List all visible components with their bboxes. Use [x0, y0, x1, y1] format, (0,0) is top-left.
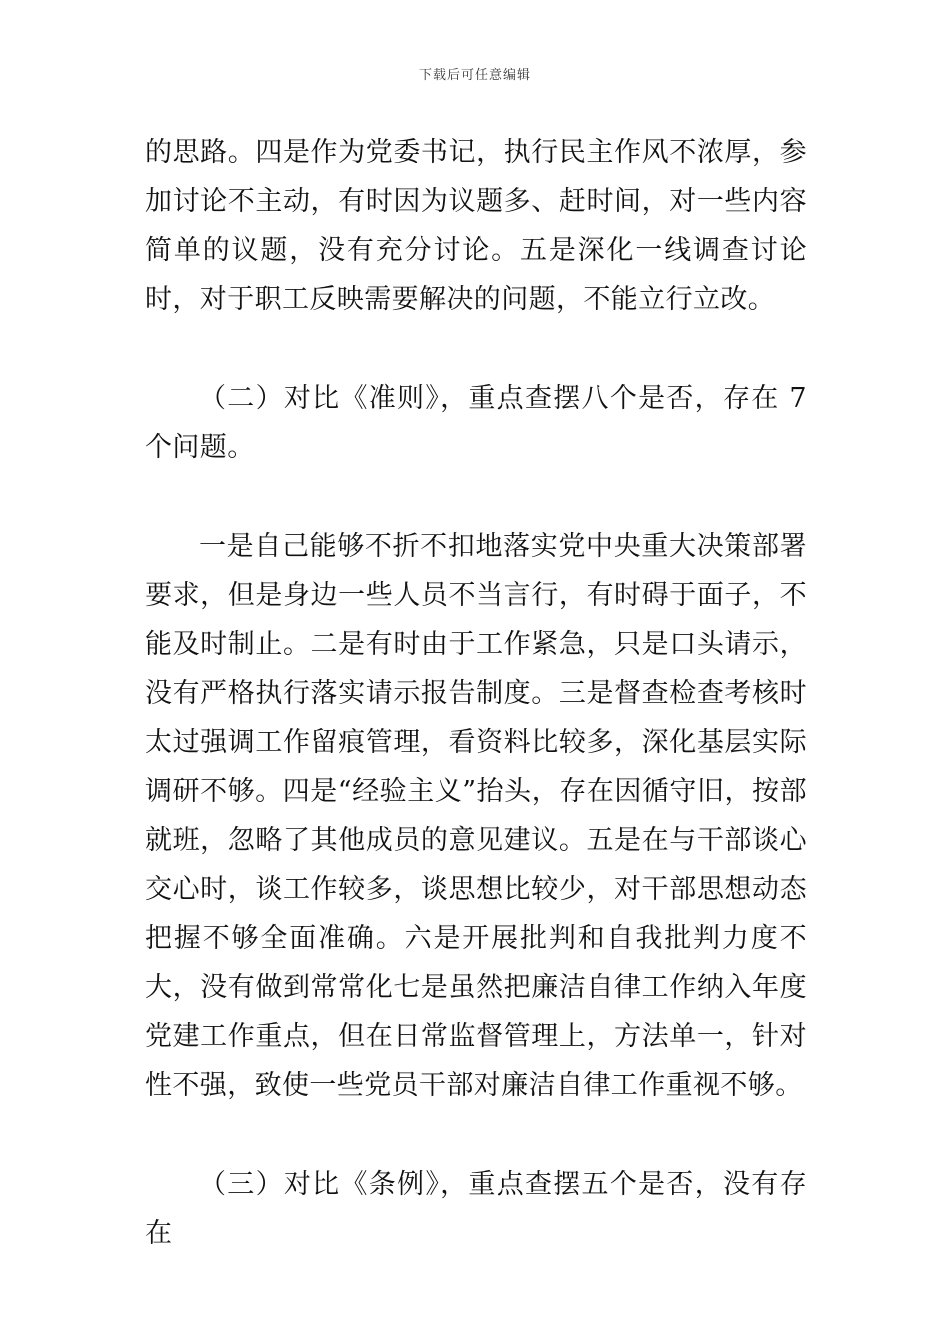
section-heading-3: （三）对比《条例》，重点查摆五个是否，没有存在 [145, 1169, 807, 1249]
section-heading-2: （二）对比《准则》，重点查摆八个是否，存在 7 个问题。 [145, 383, 807, 463]
document-body [145, 128, 807, 1258]
page-header: 下载后可任意编辑 [418, 68, 531, 83]
paragraph-continuation: 的思路。四是作为党委书记，执行民主作风不浓厚，参加讨论不主动，有时因为议题多、赶时间，对一些内容简单的议题，没有充分讨论。五是深化一线调查讨论时，对于职工反映需要解决的问题，不能立行立改。 [145, 137, 807, 315]
paragraph-issues: 一是自己能够不折不扣地落实党中央重大决策部署要求，但是身边一些人员不当言行，有时碍于面子，不能及时制止。二是有时由于工作紧急，只是口头请示，没有严格执行落实请示报告制度。三是督查检查考核时太过强调工作留痕管理，看资料比较多，深化基层实际调研不够。四是“经验主义”抬头，存在因循守旧，按部就班，忽略了其他成员的意见建议。五是在与干部谈心交心时，谈工作较多，谈思想比较少，对干部思想动态把握不够全面准确。六是开展批判和自我批判力度不大，没有做到常常化七是虽然把廉洁自律工作纳入年度党建工作重点，但在日常监督管理上，方法单一，针对性不强，致使一些党员干部对廉洁自律工作重视不够。 [145, 531, 807, 1101]
